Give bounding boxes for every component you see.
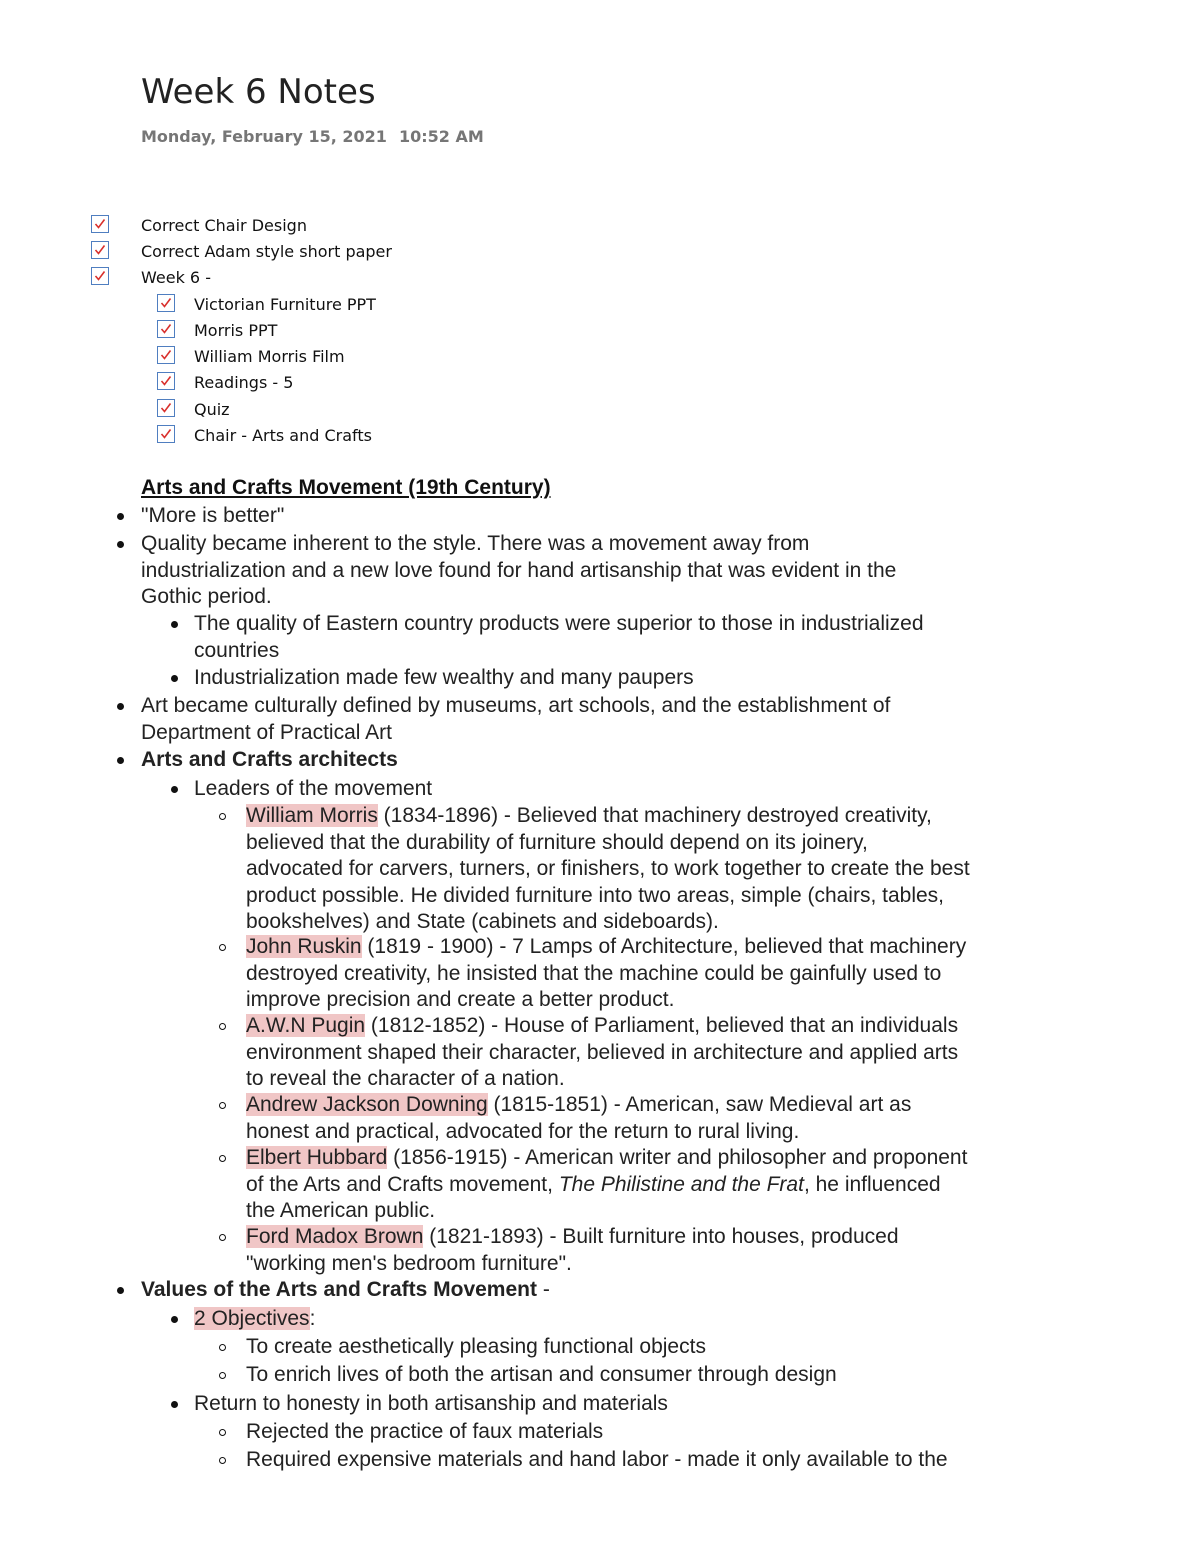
todo-label: Readings - 5 (194, 373, 294, 392)
bullet-circle-icon (219, 1102, 226, 1109)
todo-label: Week 6 - (141, 268, 211, 287)
checkbox-checked-icon[interactable] (91, 267, 109, 285)
leader-name: Andrew Jackson Downing (246, 1093, 488, 1116)
leader-text: advocated for carvers, turners, or finishers, to work together to create the best (246, 857, 970, 880)
leader-text: honest and practical, advocated for the return to rural living. (246, 1119, 800, 1143)
list-item: "More is better" (141, 504, 285, 527)
checkbox-checked-icon[interactable] (91, 241, 109, 259)
leader-name: A.W.N Pugin (246, 1014, 366, 1037)
checkbox-checked-icon[interactable] (157, 372, 175, 390)
leader-brown-line (246, 1224, 899, 1251)
checkbox-checked-icon[interactable] (157, 346, 175, 364)
list-item: To create aesthetically pleasing functional objects (246, 1335, 706, 1358)
bullet-disc-icon (117, 513, 124, 520)
bullet-disc-icon (117, 1287, 124, 1294)
todo-label: Victorian Furniture PPT (194, 295, 376, 314)
leader-text: (1819 - 1900) - 7 Lamps of Architecture, believed that machinery (361, 935, 967, 958)
bullet-disc-icon (117, 541, 124, 548)
bullet-circle-icon (219, 1344, 226, 1351)
todo-label: Chair - Arts and Crafts (194, 426, 373, 445)
checkbox-checked-icon[interactable] (157, 425, 175, 443)
leader-text: bookshelves) and State (cabinets and sideboards). (246, 910, 719, 933)
page-time: 10:52 AM (399, 127, 484, 146)
leader-text: of the Arts and Crafts movement, (246, 1172, 559, 1196)
list-item-line: Art became culturally defined by museums, art schools, and the establishment of (141, 694, 891, 717)
bullet-circle-icon (219, 1234, 226, 1241)
checkbox-checked-icon[interactable] (157, 399, 175, 417)
list-item (194, 1306, 315, 1333)
bullet-circle-icon (219, 1155, 226, 1162)
bullet-circle-icon (219, 1023, 226, 1030)
bullet-disc-icon (171, 621, 178, 628)
list-item-line: Quality became inherent to the style. There was a movement away from (141, 532, 810, 555)
leader-text: product possible. He divided furniture into two areas, simple (chairs, tables, (246, 883, 945, 907)
bullet-disc-icon (117, 757, 124, 764)
todo-label: Morris PPT (194, 321, 278, 340)
objectives-colon: : (309, 1307, 316, 1330)
bullet-circle-icon (219, 813, 226, 820)
objectives-label: 2 Objectives (194, 1307, 310, 1330)
bullet-disc-icon (171, 1316, 178, 1323)
checkbox-checked-icon[interactable] (157, 294, 175, 312)
leader-name: William Morris (246, 804, 378, 827)
list-item-line: Department of Practical Art (141, 720, 392, 744)
list-item-suffix: - (536, 1278, 550, 1301)
leader-text: (1834-1896) - Believed that machinery destroyed creativity, (377, 804, 932, 827)
leader-text: (1821-1893) - Built furniture into houses, produced (423, 1225, 899, 1248)
leader-text: improve precision and create a better product. (246, 988, 675, 1011)
bullet-circle-icon (219, 1457, 226, 1464)
leader-text: (1815-1851) - American, saw Medieval art as (487, 1093, 912, 1116)
leader-text: (1856-1915) - American writer and philosopher and proponent (387, 1146, 968, 1169)
list-item: Industrialization made few wealthy and many paupers (194, 666, 694, 689)
leader-text: "working men's bedroom furniture". (246, 1251, 572, 1275)
leader-pugin-line (246, 1013, 958, 1040)
leader-text: the American public. (246, 1199, 436, 1222)
leader-text: believed that the durability of furniture should depend on its joinery, (246, 830, 868, 854)
leader-text: (1812-1852) - House of Parliament, believed that an individuals (365, 1014, 959, 1037)
leader-morris-line (246, 803, 932, 830)
todo-label: William Morris Film (194, 347, 345, 366)
bullet-disc-icon (171, 786, 178, 793)
leader-name: Ford Madox Brown (246, 1225, 424, 1248)
list-item: Required expensive materials and hand labor - made it only available to the (246, 1448, 948, 1471)
list-item-line: industrialization and a new love found for hand artisanship that was evident in the (141, 558, 897, 582)
list-item (141, 1277, 550, 1304)
list-item-line: The quality of Eastern country products were superior to those in industrialized (194, 612, 924, 635)
list-item: Leaders of the movement (194, 777, 433, 800)
checkbox-checked-icon[interactable] (91, 215, 109, 233)
list-item: Return to honesty in both artisanship and materials (194, 1392, 668, 1415)
leader-text: to reveal the character of a nation. (246, 1067, 565, 1090)
leader-name: Elbert Hubbard (246, 1146, 388, 1169)
list-item-bold: Arts and Crafts architects (141, 748, 398, 771)
todo-label: Correct Chair Design (141, 216, 307, 235)
page-date: Monday, February 15, 2021 (141, 127, 387, 146)
todo-label: Quiz (194, 400, 230, 419)
list-item-bold: Values of the Arts and Crafts Movement (141, 1278, 537, 1301)
bullet-circle-icon (219, 944, 226, 951)
bullet-circle-icon (219, 1429, 226, 1436)
leader-text: , he influenced (803, 1172, 941, 1196)
leader-hubbard-line (246, 1145, 967, 1172)
bullet-disc-icon (117, 703, 124, 710)
list-item-line: countries (194, 638, 280, 662)
todo-label: Correct Adam style short paper (141, 242, 392, 261)
checkbox-checked-icon[interactable] (157, 320, 175, 338)
section-heading: Arts and Crafts Movement (19th Century) (141, 476, 551, 499)
list-item: Rejected the practice of faux materials (246, 1420, 604, 1443)
bullet-disc-icon (171, 1401, 178, 1408)
bullet-circle-icon (219, 1372, 226, 1379)
leader-name: John Ruskin (246, 935, 362, 958)
bullet-disc-icon (171, 675, 178, 682)
leader-downing-line (246, 1092, 911, 1119)
leader-ruskin-line (246, 934, 966, 961)
leader-text: destroyed creativity, he insisted that the machine could be gainfully used to (246, 961, 942, 985)
page-title: Week 6 Notes (141, 72, 376, 112)
publication-title: The Philistine and the Frat (558, 1172, 804, 1196)
list-item: To enrich lives of both the artisan and consumer through design (246, 1363, 837, 1386)
leader-text (246, 1172, 941, 1199)
list-item-line: Gothic period. (141, 585, 272, 608)
leader-text: environment shaped their character, believed in architecture and applied arts (246, 1040, 959, 1064)
